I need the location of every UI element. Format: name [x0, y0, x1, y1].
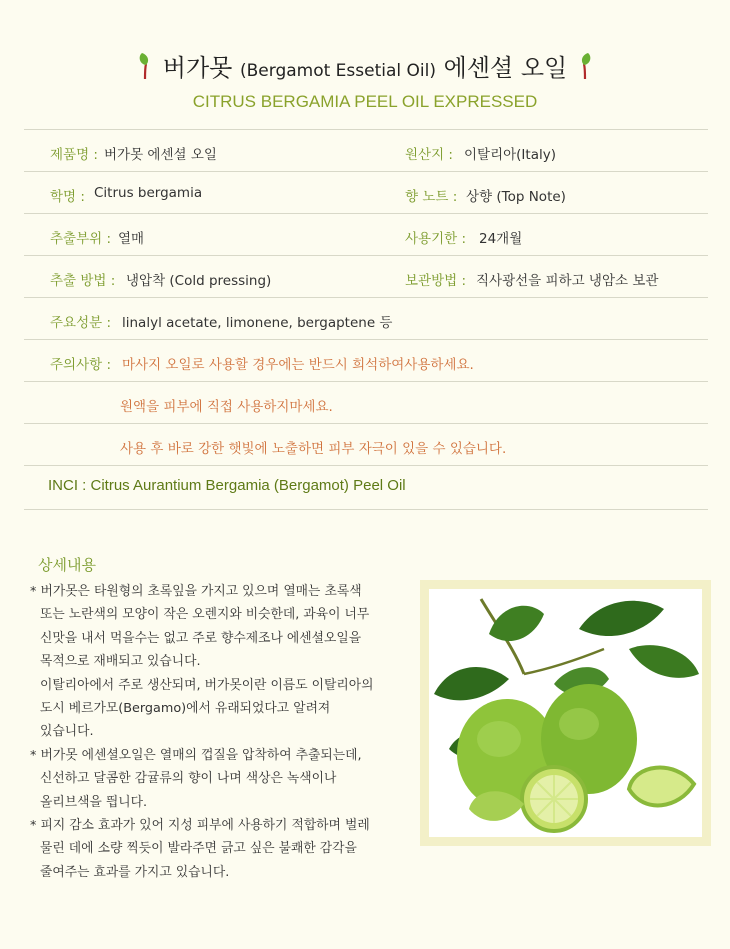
detail-section-title: 상세내용 [38, 556, 96, 574]
part-label: 추출부위 : [50, 231, 112, 247]
detail-line: * 버가못은 타원형의 초록잎을 가지고 있으며 열매는 초록색 [30, 584, 362, 599]
photo-frame [420, 580, 711, 846]
bergamot-fruit-image [429, 589, 702, 837]
caution-line-1: 마사지 오일로 사용할 경우에는 반드시 희석하여사용하세요. [122, 357, 474, 373]
spec-row [24, 465, 708, 510]
note-value: 상향 (Top Note) [466, 189, 566, 205]
comp-value: linalyl acetate, limonene, bergaptene 등 [122, 315, 393, 331]
detail-line: 있습니다. [40, 724, 94, 740]
title-ko-suffix: 에센셜 오일 [443, 54, 568, 82]
spec-table [24, 129, 708, 510]
detail-line: 도시 베르가모(Bergamo)에서 유래되었다고 알려져 [40, 701, 331, 717]
method-label: 추출 방법 : [50, 273, 116, 289]
spec-row [24, 423, 708, 465]
method-value: 냉압착 (Cold pressing) [126, 273, 272, 289]
sci-label: 학명 : [50, 189, 85, 205]
spec-row [24, 297, 708, 339]
comp-label: 주요성분 : [50, 315, 112, 331]
detail-line: * 버가못 에센셜오일은 열매의 껍질을 압착하여 추출되는데, [30, 747, 362, 763]
sprout-icon [135, 52, 155, 80]
spec-row [24, 213, 708, 255]
detail-line: 신선하고 달콤한 감귤류의 향이 나며 색상은 녹색이나 [40, 771, 337, 787]
detail-line: 올리브색을 띕니다. [40, 794, 148, 810]
detail-line: 이탈리아에서 주로 생산되며, 버가못이란 이름도 이탈리아의 [40, 677, 374, 693]
detail-line: * 피지 감소 효과가 있어 지성 피부에 사용하기 적합하며 벌레 [30, 818, 370, 834]
detail-line: 물린 데에 소량 찍듯이 발라주면 긁고 싶은 불쾌한 감각을 [40, 841, 357, 857]
detail-body [30, 580, 420, 884]
spec-row [24, 339, 708, 381]
sci-value: Citrus bergamia [94, 185, 203, 201]
page-subtitle: CITRUS BERGAMIA PEEL OIL EXPRESSED [192, 92, 538, 111]
bergamot-photo [429, 589, 702, 837]
storage-label: 보관방법 : [405, 273, 467, 289]
product-label: 제품명 : [50, 147, 98, 163]
spec-row [24, 129, 708, 171]
inci-text: INCI : Citrus Aurantium Bergamia (Bergamot) Peel Oil [48, 477, 406, 494]
detail-line: 목적으로 재배되고 있습니다. [40, 654, 201, 670]
expiry-label: 사용기한 : [405, 231, 467, 247]
spec-row [24, 171, 708, 213]
page-title [0, 48, 730, 83]
storage-value: 직사광선을 피하고 냉암소 보관 [476, 273, 659, 289]
title-ko-name: 버가못 [162, 54, 233, 82]
part-value: 열매 [118, 231, 145, 247]
spec-row [24, 255, 708, 297]
title-en-name: (Bergamot Essetial Oil) [240, 61, 436, 81]
origin-value: 이탈리아(Italy) [464, 147, 556, 163]
detail-line: 또는 노란색의 모양이 작은 오렌지와 비슷한데, 과육이 너무 [40, 607, 370, 623]
detail-line: 줄여주는 효과를 가지고 있습니다. [40, 864, 230, 880]
caution-label: 주의사항 : [50, 357, 112, 373]
origin-label: 원산지 : [405, 147, 453, 163]
note-label: 향 노트 : [405, 189, 458, 205]
caution-line-3: 사용 후 바로 강한 햇빛에 노출하면 피부 자극이 있을 수 있습니다. [120, 441, 507, 457]
detail-line: 신맛을 내서 먹을수는 없고 주로 향수제조나 에센셜오일을 [40, 630, 362, 646]
sprout-icon [575, 52, 595, 80]
spec-row [24, 381, 708, 423]
expiry-value: 24개월 [479, 231, 523, 247]
caution-line-2: 원액을 피부에 직접 사용하지마세요. [120, 399, 333, 415]
product-value: 버가못 에센셜 오일 [104, 147, 217, 163]
